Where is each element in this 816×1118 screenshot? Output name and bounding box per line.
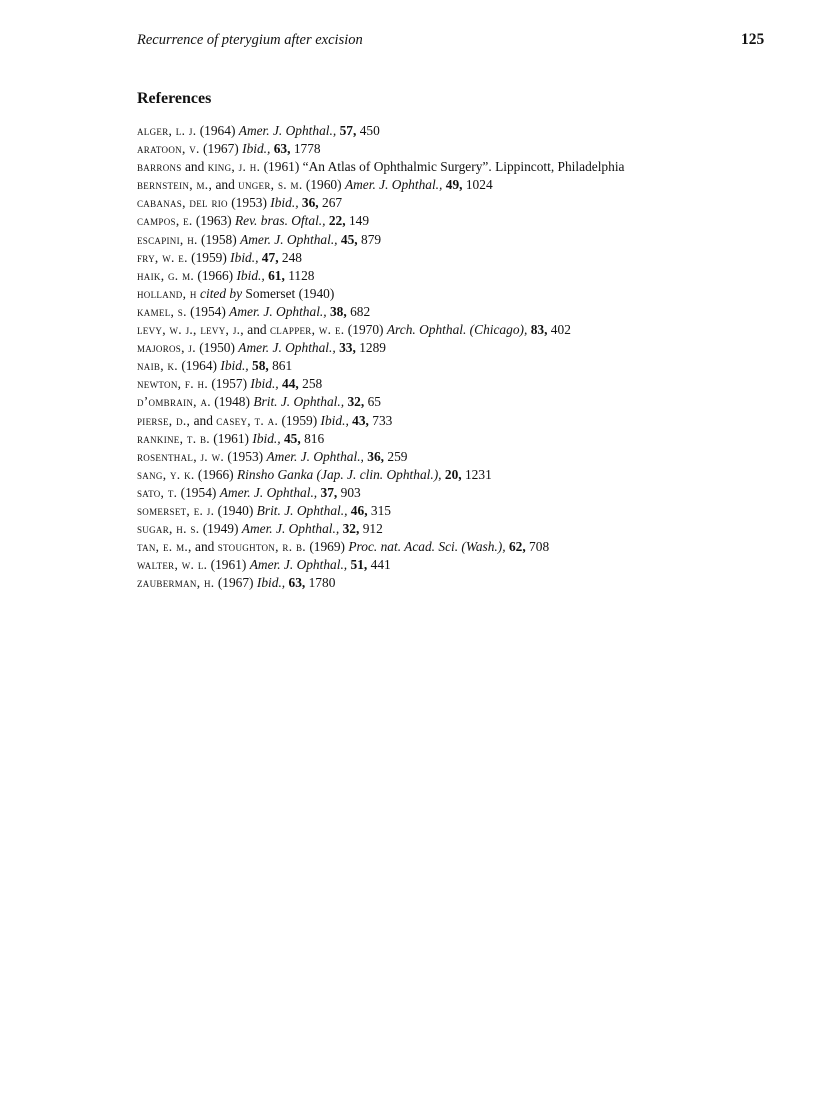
reference-publisher: Lippincott, Philadelphia xyxy=(495,159,625,175)
reference-pages: 1128 xyxy=(288,267,315,283)
reference-year: (1959) xyxy=(281,412,318,428)
reference-journal: Brit. J. Ophthal., xyxy=(253,394,345,410)
reference-entry xyxy=(137,285,767,303)
reference-volume: 33, xyxy=(339,340,356,356)
reference-year: (1961) xyxy=(210,557,247,573)
reference-pages: 879 xyxy=(361,231,382,247)
reference-entry xyxy=(137,231,767,249)
reference-entry xyxy=(137,140,767,158)
reference-year: (1970) xyxy=(347,322,384,338)
reference-entry xyxy=(137,556,767,574)
reference-entry xyxy=(137,194,767,212)
reference-author: rosenthal, j. w. xyxy=(137,448,225,464)
page-number: 125 xyxy=(741,31,765,48)
reference-author: campos, e. xyxy=(137,213,193,229)
reference-coauthor: king, j. h. xyxy=(207,159,261,175)
reference-entry xyxy=(137,393,767,411)
reference-journal: Ibid., xyxy=(252,430,281,446)
reference-author: sang, y. k. xyxy=(137,466,195,482)
reference-pages: 258 xyxy=(302,376,323,392)
reference-pages: 259 xyxy=(387,448,408,464)
reference-pages: 708 xyxy=(529,539,550,555)
reference-volume: 63, xyxy=(288,575,306,591)
reference-year: (1964) xyxy=(181,358,218,374)
reference-author: d’ombrain, a. xyxy=(137,394,211,410)
reference-author: rankine, t. b. xyxy=(137,430,210,446)
reference-volume: 36, xyxy=(367,448,385,464)
reference-pages: 733 xyxy=(372,412,393,428)
reference-journal: Ibid., xyxy=(320,412,349,428)
reference-conjunction: and xyxy=(195,539,215,555)
reference-pages: 248 xyxy=(281,249,302,265)
reference-entry xyxy=(137,212,767,230)
reference-coauthor: stoughton, r. b. xyxy=(217,539,306,555)
reference-author: tan, e. m., xyxy=(137,539,192,555)
reference-journal: Amer. J. Ophthal., xyxy=(219,484,318,500)
reference-coauthor: unger, s. m. xyxy=(238,177,303,193)
reference-author: naib, k. xyxy=(137,358,178,374)
reference-author: majoros, j. xyxy=(137,340,196,356)
reference-list xyxy=(137,122,767,592)
reference-author: fry, w. e. xyxy=(137,249,188,265)
reference-author: somerset, e. j. xyxy=(137,502,215,518)
reference-entry xyxy=(137,176,767,194)
reference-journal: Ibid., xyxy=(242,141,271,157)
reference-volume: 63, xyxy=(273,141,291,157)
reference-pages: 1024 xyxy=(465,177,493,193)
reference-journal: Ibid., xyxy=(220,358,249,374)
reference-journal: Arch. Ophthal. (Chicago), xyxy=(386,322,528,338)
reference-entry xyxy=(137,574,767,592)
reference-volume: 62, xyxy=(508,539,526,555)
reference-volume: 58, xyxy=(252,358,269,374)
reference-pages: 903 xyxy=(340,484,361,500)
reference-volume: 20, xyxy=(444,466,462,482)
reference-pages: 402 xyxy=(550,322,571,338)
reference-year: (1957) xyxy=(211,376,248,392)
section-title: References xyxy=(137,90,212,107)
reference-year: (1967) xyxy=(217,575,254,591)
reference-entry xyxy=(137,430,767,448)
reference-year: (1953) xyxy=(231,195,267,211)
reference-volume: 49, xyxy=(445,177,463,193)
reference-volume: 37, xyxy=(320,484,338,500)
reference-year: (1954) xyxy=(190,303,226,319)
reference-author: kamel, s. xyxy=(137,303,187,319)
reference-year: (1966) xyxy=(197,466,234,482)
reference-author: holland, h xyxy=(137,285,197,301)
reference-volume: 22, xyxy=(328,213,346,229)
reference-cited-source: Somerset (1940) xyxy=(245,285,335,301)
reference-pages: 682 xyxy=(350,303,371,319)
reference-year: (1961) xyxy=(263,159,300,175)
reference-entry xyxy=(137,339,767,357)
reference-entry xyxy=(137,466,767,484)
reference-author: levy, w. j., levy, j., xyxy=(137,322,244,338)
reference-journal: Amer. J. Ophthal., xyxy=(238,123,337,138)
reference-journal: Rinsho Ganka (Jap. J. clin. Ophthal.), xyxy=(236,466,442,482)
reference-journal: Amer. J. Ophthal., xyxy=(266,448,364,464)
reference-journal: Amer. J. Ophthal., xyxy=(238,340,336,356)
reference-entry xyxy=(137,122,767,140)
reference-year: (1966) xyxy=(197,267,234,283)
reference-pages: 816 xyxy=(304,430,325,446)
reference-entry xyxy=(137,412,767,430)
reference-volume: 57, xyxy=(339,123,357,138)
reference-year: (1948) xyxy=(214,394,250,410)
reference-conjunction: and xyxy=(247,322,267,338)
reference-entry xyxy=(137,375,767,393)
reference-author: zauberman, h. xyxy=(137,575,215,591)
reference-volume: 32, xyxy=(347,394,365,410)
reference-pages: 1289 xyxy=(359,340,386,356)
reference-journal: Ibid., xyxy=(250,376,279,392)
reference-author: escapini, h. xyxy=(137,231,198,247)
reference-entry xyxy=(137,520,767,538)
reference-journal: Rev. bras. Oftal., xyxy=(234,213,326,229)
reference-pages: 65 xyxy=(367,394,381,410)
reference-volume: 46, xyxy=(350,502,368,518)
reference-year: (1950) xyxy=(199,340,235,356)
reference-volume: 36, xyxy=(301,195,319,211)
reference-entry xyxy=(137,267,767,285)
reference-pages: 1231 xyxy=(464,466,492,482)
reference-conjunction: and xyxy=(193,412,213,428)
reference-journal: Amer. J. Ophthal., xyxy=(229,303,327,319)
reference-pages: 912 xyxy=(362,521,383,537)
reference-conjunction: and xyxy=(215,177,235,193)
reference-pages: 1780 xyxy=(308,575,336,591)
reference-year: (1967) xyxy=(203,141,239,157)
reference-author: sugar, h. s. xyxy=(137,521,200,537)
reference-entry xyxy=(137,321,767,339)
reference-author: sato, t. xyxy=(137,484,178,500)
reference-volume: 38, xyxy=(329,303,347,319)
reference-volume: 43, xyxy=(352,412,369,428)
reference-journal: Ibid., xyxy=(270,195,299,211)
reference-entry xyxy=(137,158,767,176)
reference-pages: 149 xyxy=(348,213,370,229)
reference-entry xyxy=(137,484,767,502)
reference-journal: Proc. nat. Acad. Sci. (Wash.), xyxy=(348,539,506,555)
reference-year: (1954) xyxy=(180,484,217,500)
reference-journal: Amer. J. Ophthal., xyxy=(249,557,348,573)
running-head: Recurrence of pterygium after excision xyxy=(137,32,363,48)
reference-year: (1963) xyxy=(195,213,232,229)
reference-pages: 450 xyxy=(359,123,380,138)
reference-volume: 83, xyxy=(530,322,548,338)
reference-year: (1964) xyxy=(199,123,236,138)
reference-pages: 315 xyxy=(370,502,391,518)
reference-pages: 267 xyxy=(322,195,343,211)
reference-volume: 61, xyxy=(268,267,285,283)
reference-volume: 47, xyxy=(261,249,279,265)
reference-author: pierse, d., xyxy=(137,412,191,428)
reference-author: bernstein, m., xyxy=(137,177,213,193)
reference-conjunction: and xyxy=(184,159,205,175)
reference-year: (1961) xyxy=(213,430,249,446)
reference-author: aratoon, v. xyxy=(137,141,200,157)
reference-year: (1958) xyxy=(201,231,237,247)
reference-journal: Amer. J. Ophthal., xyxy=(344,177,443,193)
reference-journal: Amer. J. Ophthal., xyxy=(240,231,338,247)
reference-pages: 861 xyxy=(272,358,293,374)
reference-author: newton, f. h. xyxy=(137,376,208,392)
reference-year: (1959) xyxy=(191,249,227,265)
reference-cited-note: cited by xyxy=(200,285,243,301)
reference-entry xyxy=(137,538,767,556)
reference-year: (1969) xyxy=(309,539,346,555)
reference-entry xyxy=(137,357,767,375)
reference-coauthor: clapper, w. e. xyxy=(269,322,345,338)
reference-author: walter, w. l. xyxy=(137,557,208,573)
reference-journal: Brit. J. Ophthal., xyxy=(256,502,348,518)
reference-volume: 45, xyxy=(340,231,358,247)
reference-journal: Ibid., xyxy=(256,575,286,591)
reference-author: barrons xyxy=(137,159,182,175)
reference-entry xyxy=(137,448,767,466)
reference-volume: 45, xyxy=(283,430,301,446)
reference-year: (1940) xyxy=(217,502,254,518)
reference-pages: 1778 xyxy=(293,141,321,157)
reference-entry xyxy=(137,249,767,267)
reference-year: (1949) xyxy=(202,521,239,537)
reference-volume: 32, xyxy=(342,521,360,537)
reference-year: (1953) xyxy=(227,448,264,464)
reference-title: “An Atlas of Ophthalmic Surgery”. xyxy=(302,159,492,175)
reference-pages: 441 xyxy=(370,557,391,573)
reference-author: cabanas, del rio xyxy=(137,195,228,211)
reference-author: haik, g. m. xyxy=(137,267,195,283)
reference-entry xyxy=(137,303,767,321)
reference-journal: Ibid., xyxy=(236,267,265,283)
reference-volume: 51, xyxy=(350,557,368,573)
reference-journal: Amer. J. Ophthal., xyxy=(241,521,340,537)
reference-entry xyxy=(137,502,767,520)
reference-journal: Ibid., xyxy=(230,249,259,265)
reference-volume: 44, xyxy=(282,376,299,392)
reference-author: alger, l. j. xyxy=(137,123,197,138)
reference-year: (1960) xyxy=(305,177,342,193)
reference-coauthor: casey, t. a. xyxy=(216,412,279,428)
